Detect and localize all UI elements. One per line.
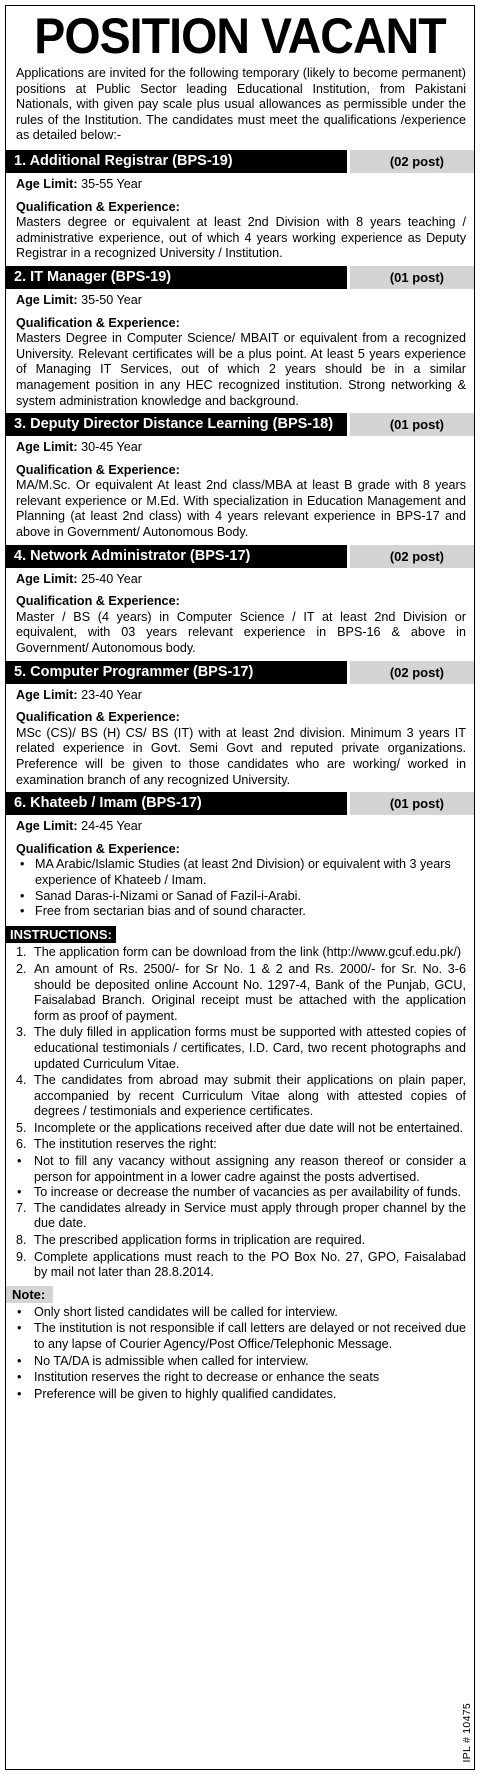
position-title: 4. Network Administrator (BPS-17) — [6, 545, 347, 568]
position-post-count: (02 post) — [350, 545, 474, 568]
instruction-number: 9. — [16, 1249, 27, 1264]
notes-section — [6, 1282, 474, 1403]
instruction-text: Complete applications must reach to the PO Box No. 27, GPO, Faisalabad by mail not later than 28.8.2014. — [34, 1249, 466, 1280]
notes-list — [6, 1305, 474, 1403]
note-heading: Note: — [6, 1286, 53, 1303]
instruction-item — [6, 1121, 466, 1137]
instruction-text: The application form can be download from the link (http://www.gcuf.edu.pk/) — [34, 945, 462, 960]
qualification-heading: Qualification & Experience: — [16, 462, 180, 477]
qualification-heading: Qualification & Experience: — [16, 841, 180, 856]
position-title: 2. IT Manager (BPS-19) — [6, 266, 347, 289]
qualification-heading: Qualification & Experience: — [16, 710, 180, 725]
position-title: 5. Computer Programmer (BPS-17) — [6, 661, 347, 684]
instructions-section — [6, 922, 474, 1281]
instruction-subitem: • Not to fill any vacancy without assigning any reason thereof or consider a person for appointment in a lower cadre against the posts advertised. — [6, 1154, 466, 1185]
instruction-number: 4. — [16, 1073, 27, 1088]
instruction-text: The prescribed application forms in triplication are required. — [34, 1233, 366, 1248]
instruction-number: 2. — [16, 961, 27, 976]
qualification-text: MA/M.Sc. Or equivalent At least 2nd class/MBA at least B grade with 8 years relevant experience or M.Ed. With specialization in Education Management and Planning (at least 2nd class) with 4 years relevant experience in BPS-17 and above in Government/ Autonomous Body. — [16, 478, 466, 540]
position-header — [6, 150, 474, 173]
instruction-item — [6, 1233, 466, 1249]
note-item: • The institution is not responsible if call letters are delayed or not received due to any lapse of Courier Agency/Post Office/Telephonic Message. — [6, 1321, 474, 1352]
position-header — [6, 661, 474, 684]
instruction-number: 5. — [16, 1120, 27, 1135]
qualification-text: MSc (CS)/ BS (H) CS/ BS (IT) with at least 2nd division. Minimum 3 years IT related experience in Govt. Semi Govt and reputed private organizations. Preference will be given to those candidates who are working/ worked in examination branch of any recognized University. — [16, 725, 466, 787]
position-details — [6, 815, 474, 922]
instruction-item — [6, 1201, 466, 1232]
age-limit-label: Age Limit: — [16, 819, 78, 834]
positions-list — [6, 150, 474, 922]
position-header — [6, 545, 474, 568]
instructions-heading: INSTRUCTIONS: — [6, 926, 116, 944]
instruction-text: The duly filled in application forms must be supported with attested copies of educational testimonials / certificates, I.D. Card, two recent photographs and updated Curriculum Vitae. — [34, 1025, 466, 1071]
instruction-text: Incomplete or the applications received after due date will not be entertained. — [34, 1120, 464, 1135]
intro-paragraph: Applications are invited for the following temporary (likely to become permanent) positions at Public Sector leading Educational Institution, from Pakistani Nationals, with given pay scale plus usual allowances as permissible under the rules of the Institution. The candidates must meet the qualifications /experience as detailed below:- — [16, 66, 466, 143]
age-limit-label: Age Limit: — [16, 687, 78, 702]
qualification-item: • Free from sectarian bias and of sound character. — [16, 904, 466, 920]
instruction-number: 7. — [16, 1200, 27, 1215]
instruction-item — [6, 1250, 466, 1281]
position-details — [6, 436, 474, 543]
position-post-count: (02 post) — [350, 150, 474, 173]
age-limit-value: 25-40 Year — [81, 571, 143, 586]
position-title: 3. Deputy Director Distance Learning (BPS-18) — [6, 413, 347, 436]
instruction-text: The candidates already in Service must apply through proper channel by the due date. — [34, 1200, 466, 1231]
qualification-text: Master / BS (4 years) in Computer Science / IT at least 2nd Division or equivalent, with 03 years relevant experience in BPS-16 & above in Government/ Autonomous body. — [16, 609, 466, 656]
age-limit-value: 24-45 Year — [81, 819, 143, 834]
age-limit-value: 35-55 Year — [81, 176, 143, 191]
instruction-text: The institution reserves the right: — [34, 1137, 217, 1152]
instruction-text: The candidates from abroad may submit their applications on plain paper, accompanied by recent Curriculum Vitae along with attested copies of degrees / testimonials and experience certificates. — [34, 1073, 466, 1119]
age-limit-label: Age Limit: — [16, 176, 78, 191]
position-details — [6, 684, 474, 791]
qualification-item: • Sanad Daras-i-Nizami or Sanad of Fazil-i-Arabi. — [16, 889, 466, 905]
age-limit — [16, 293, 466, 309]
instruction-number: 6. — [16, 1137, 27, 1152]
position-details — [6, 289, 474, 411]
position-title: 6. Khateeb / Imam (BPS-17) — [6, 792, 347, 815]
instruction-item — [6, 1137, 466, 1153]
age-limit-value: 30-45 Year — [81, 440, 143, 455]
qualification-list — [16, 857, 466, 919]
age-limit-label: Age Limit: — [16, 440, 78, 455]
advertisement — [5, 5, 475, 1770]
position-post-count: (02 post) — [350, 661, 474, 684]
age-limit-label: Age Limit: — [16, 571, 78, 586]
note-item: • Preference will be given to highly qualified candidates. — [6, 1387, 474, 1403]
reference-number: IPL # 10475 — [461, 1703, 473, 1763]
qualification-text: Masters Degree in Computer Science/ MBAIT or equivalent from a recognized University. Relevant certificates will be a plus point. At least 5 years experience of Managing IT Services, out of which 2 years should be in a similar management position in any HEC recognized institution. Strong networking & system administration knowledge and background. — [16, 331, 466, 408]
qualification-item: • MA Arabic/Islamic Studies (at least 2nd Division) or equivalent with 3 years experience of Khateeb / Imam. — [16, 857, 466, 888]
note-item: • Institution reserves the right to decrease or enhance the seats — [6, 1370, 474, 1386]
qualification-heading: Qualification & Experience: — [16, 594, 180, 609]
position-details — [6, 568, 474, 659]
age-limit — [16, 440, 466, 456]
position-post-count: (01 post) — [350, 792, 474, 815]
instruction-subitem: • To increase or decrease the number of vacancies as per availability of funds. — [6, 1185, 466, 1201]
position-post-count: (01 post) — [350, 266, 474, 289]
instructions-list — [6, 945, 466, 1280]
age-limit — [16, 572, 466, 588]
position-header — [6, 413, 474, 436]
note-item: • No TA/DA is admissible when called for interview. — [6, 1354, 474, 1370]
qualification-text: Masters degree or equivalent at least 2nd Division with 8 years teaching / administrative experience, out of which 4 years working experience as Deputy Registrar in a recognized University / Institution. — [16, 215, 466, 261]
qualification-heading: Qualification & Experience: — [16, 315, 180, 330]
age-limit — [16, 688, 466, 704]
instruction-text: An amount of Rs. 2500/- for Sr No. 1 & 2 and Rs. 2000/- for Sr. No. 3-6 should be deposited online Account No. 1297-4, Bank of the Punjab, GCU, Faisalabad Branch. Original receipt must be attached with the application form as proof of payment. — [34, 961, 466, 1023]
note-item: • Only short listed candidates will be called for interview. — [6, 1305, 474, 1321]
age-limit — [16, 177, 466, 193]
position-post-count: (01 post) — [350, 413, 474, 436]
age-limit-value: 23-40 Year — [81, 687, 143, 702]
age-limit-label: Age Limit: — [16, 292, 78, 307]
age-limit — [16, 819, 466, 835]
page-title: POSITION VACANT — [34, 8, 446, 64]
position-title: 1. Additional Registrar (BPS-19) — [6, 150, 347, 173]
position-header — [6, 266, 474, 289]
qualification-heading: Qualification & Experience: — [16, 199, 180, 214]
position-details — [6, 173, 474, 264]
instruction-number: 3. — [16, 1025, 27, 1040]
instruction-number: 8. — [16, 1233, 27, 1248]
position-header — [6, 792, 474, 815]
instruction-item — [6, 962, 466, 1024]
instruction-item — [6, 1025, 466, 1072]
instruction-item — [6, 945, 466, 961]
instruction-number: 1. — [16, 945, 27, 960]
instruction-item — [6, 1073, 466, 1120]
age-limit-value: 35-50 Year — [81, 292, 143, 307]
